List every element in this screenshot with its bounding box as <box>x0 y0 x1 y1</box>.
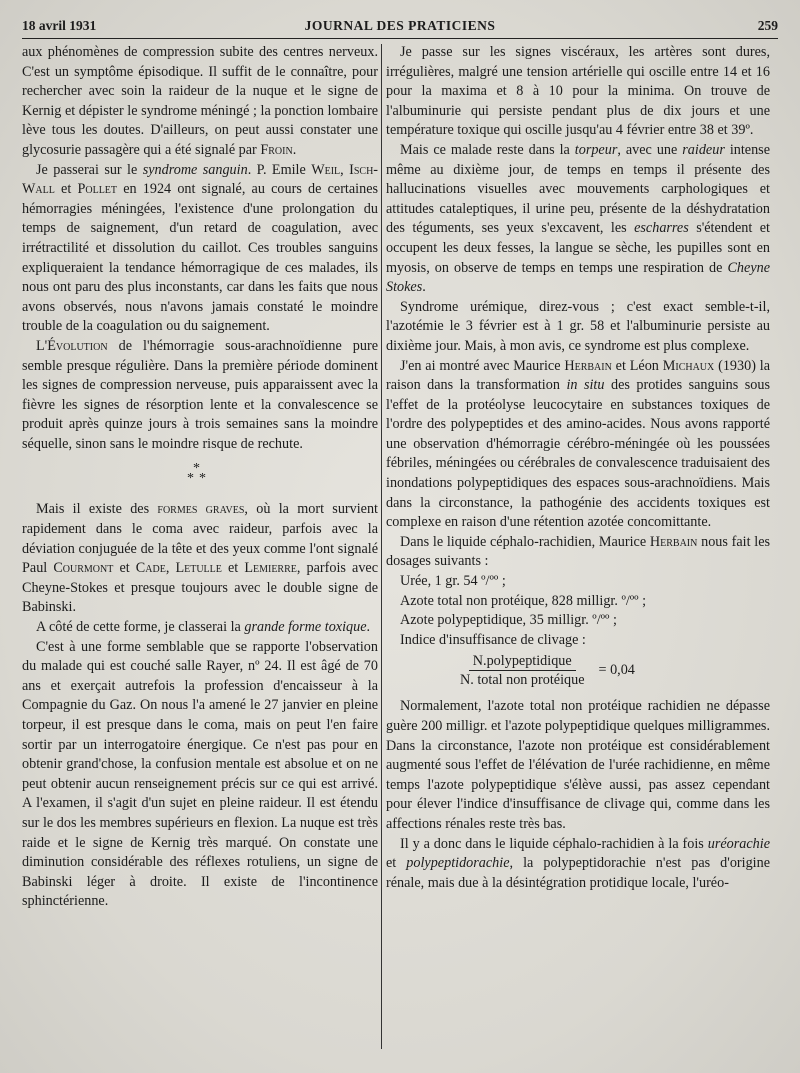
column-divider <box>381 44 382 1049</box>
paragraph: Je passe sur les signes viscéraux, les artères sont dures, irrégulières, malgré une tension artérielle qui oscille entre 14 et 16 pour la maxima et 8 à 10 pour la minima. On trouve de l'albuminurie qui persiste pendant plus de dix jours et une température toxique qui oscille jusqu'au 4 février entre 38 et 39º. <box>386 44 770 139</box>
journal-title: JOURNAL DES PRATICIENS <box>304 18 496 33</box>
paragraph: Il y a donc dans le liquide céphalo-rachidien à la fois uréorachie et polypeptidorachie, la polypeptidorachie n'est pas d'origine rénale, mais due à la désintégration protidique locale, l'uréo- <box>386 835 771 891</box>
paragraph: Normalement, l'azote total non protéique rachidien ne dépasse guère 200 milligr. et l'azote polypeptidique quelques milligrammes. Dans la circonstance, l'azote non protéique est considérablement augmenté sous l'effet de l'élévation de l'urée rachidienne, en même temps l'azote polypeptidique s'élève aussi, pas assez cependant pour élever l'indice d'insuffisance de clivage qui, comme dans les affections rénales reste très bas. <box>386 698 770 832</box>
paragraph: aux phénomènes de compression subite des centres nerveux. C'est un symptôme épisodique. Il suffit de le connaître, pour rechercher avec soin la raideur de la nuque et le signe de Kernig et dépister le syndrome méningé ; la ponction lombaire lève tous les doutes. D'ailleurs, on peut aussi constater une glycosurie passagère qui a été signalé par Froin. <box>22 44 378 158</box>
running-header <box>22 14 778 36</box>
dosage-item: Urée, 1 gr. 54 º/ºº ; <box>400 573 506 590</box>
paragraph: L'Évolution de l'hémorragie sous-arachnoïdienne pure semble presque régulière. Dans la première période dominent les signes de compression nerveuse, puis apparaissent avec la fièvre les signes de résorption lente et la convalescence se produit après quinze jours à trois semaines sans la moindre séquelle, sinon sans le moindre risque de rechute. <box>22 337 379 452</box>
paragraph: Mais ce malade reste dans la torpeur, avec une raideur intense même au dixième jour, de temps en temps il présente des hallucinations visuelles avec mouvements carphologiques et attitudes cataleptiques, il urine peu, présente de la déshydratation des téguments, ses yeux s'excavent, les escharres s'étendent et occupent les deux fesses, la langue se sèche, les pupilles sont en myosis, on observe de temps en temps une respiration de Cheyne Stokes. <box>386 141 771 296</box>
section-separator-asterisms: * * * <box>187 461 206 487</box>
paragraph: C'est à une forme semblable que se rapporte l'observation du malade qui est couché salle Rayer, nº 24. Il est âgé de 70 ans et exerçait autrefois la profession d'encaisseur à la Compagnie du Gaz. On nous l'a amené le 27 janvier en pleine torpeur, il est presque dans le coma, mais on peut l'en faire sortir par un interrogatoire énergique. Ce n'est pas pour en obtenir grand'chose, la confusion mentale est absolue et on ne peut obtenir aucun renseignement précis sur ce qui est arrivé. A l'examen, il s'agit d'un sujet en pleine raideur. Il est étendu sur le dos les membres supérieurs en flexion. La nuque est très raide et le signe de Kernig très marqué. On constate une diminution considérable des réflexes rotuliens, un signe de Babinski léger à droite. Il existe de l'incontinence sphinctérienne. <box>22 638 378 910</box>
paragraph: J'en ai montré avec Maurice Herbain et Léon Michaux (1930) la raison dans la transformation in situ des protides sanguins sous l'effet de la protéolyse leucocytaire en substances toxiques de l'ordre des polypeptides et des amino-acides. Nous avons rapporté une observation d'hémorragie cérébro-méningée où les poussées fébriles, méningées ou cérébrales de convalescence traduisaient des inondations polypeptidiques des espaces sous-arachnoïdiens. Mais dans la circonstance, la pathogénie des accidents toxiques est complexe en raison d'une rétention azotée concomittante. <box>386 357 771 531</box>
formula-result: = 0,04 <box>598 662 635 679</box>
right-column <box>386 43 770 893</box>
clivage-formula <box>386 652 770 689</box>
formula-numerator: N.polypeptidique <box>469 652 576 671</box>
header-rule <box>22 38 778 39</box>
paragraph: A côté de cette forme, je classerai la grande forme toxique. <box>36 619 371 636</box>
paragraph: Syndrome urémique, direz-vous ; c'est exact semble-t-il, l'azotémie le 3 février est à 1 gr. 58 et l'albuminurie persiste au dixième jour. Mais, à mon avis, ce syndrome est plus complexe. <box>386 298 770 354</box>
paragraph: Mais il existe des formes graves, où la mort survient rapidement dans le coma avec raideur, parfois avec la déviation conjuguée de la tête et des yeux comme l'ont signalé Paul Courmont et Cade, Letulle et Lemierre, parfois avec Cheyne-Stokes et presque toujours avec le double signe de Babinski. <box>22 501 379 616</box>
page-number: 259 <box>757 18 778 33</box>
left-column <box>22 43 378 912</box>
dosage-item: Azote polypeptidique, 35 milligr. º/ºº ; <box>400 612 617 629</box>
paragraph: Je passerai sur le syndrome sanguin. P. Emile Weil, Isch-Wall et Pollet en 1924 ont signalé, au cours de certaines hémorragies méningées, l'existence d'une prolongation du temps de saignement, d'un retard de coagulation, avec irrétractilité et dissolution du caillot. Ces troubles sanguins expliqueraient la tendance hémorragique de ces malades, ils nous ont paru des plus inconstants, car dans les faits que nous avons observés, nous n'avons jamais constaté le moindre trouble de la coagulation ou du saignement. <box>22 161 379 335</box>
paragraph: Dans le liquide céphalo-rachidien, Maurice Herbain nous fait les dosages suivants : <box>386 533 771 570</box>
header-date: 18 avril 1931 <box>22 18 97 33</box>
dosage-item: Indice d'insuffisance de clivage : <box>400 631 586 648</box>
formula-denominator: N. total non protéique <box>460 672 585 689</box>
dosage-item: Azote total non protéique, 828 milligr. º/ºº ; <box>400 592 647 609</box>
dosage-list <box>386 572 770 650</box>
